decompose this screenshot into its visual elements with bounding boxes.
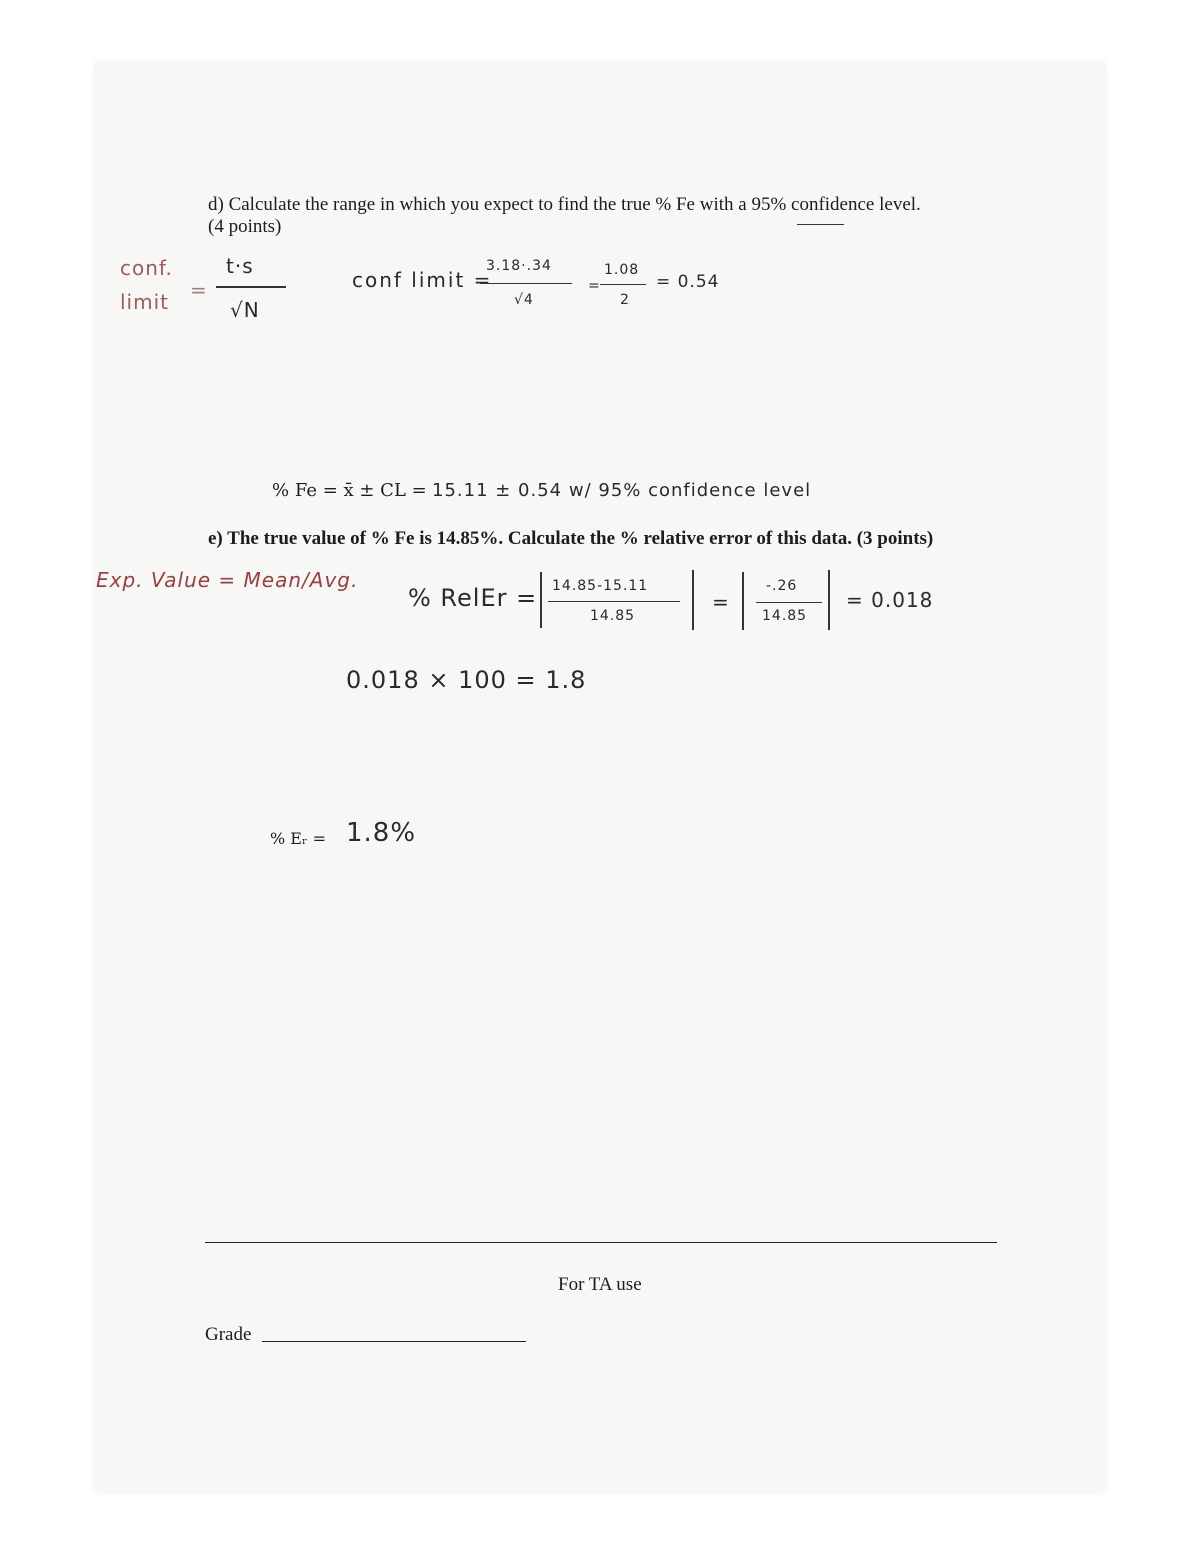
- conf-limit-result: = 0.54: [656, 272, 720, 292]
- footer-rule: [205, 1242, 997, 1243]
- underline-95: [797, 224, 844, 225]
- percent-calc: 0.018 × 100 = 1.8: [346, 666, 587, 694]
- abs-bar-left-1: [540, 572, 542, 628]
- er-answer: 1.8%: [346, 818, 417, 848]
- frac1-bar: [548, 601, 680, 602]
- question-e: e) The true value of % Fe is 14.85%. Calculate the % relative error of this data. (3 points): [208, 528, 934, 549]
- rel-err-result: = 0.018: [846, 588, 934, 612]
- exp-value-note: Exp. Value = Mean/Avg.: [96, 568, 359, 592]
- calc-denominator: √4: [514, 292, 534, 308]
- frac2-bar: [756, 602, 822, 603]
- question-d-points: (4 points): [208, 216, 282, 237]
- fe-answer: 15.11 ± 0.54 w/ 95% confidence level: [432, 480, 812, 501]
- calc2-denominator: 2: [620, 292, 630, 308]
- formula-numerator: t·s: [226, 254, 254, 278]
- limit-label: limit: [120, 290, 169, 314]
- frac2-denominator: 14.85: [762, 608, 808, 624]
- grade-line: [262, 1341, 526, 1342]
- formula-equals: =: [190, 278, 208, 302]
- abs-bar-left-2: [742, 572, 744, 630]
- rel-err-label: % RelEr =: [408, 584, 538, 612]
- rel-err-equals: =: [712, 590, 730, 614]
- er-label: % Eᵣ =: [270, 829, 327, 848]
- ta-use-label: For TA use: [558, 1274, 642, 1295]
- formula-bar: [216, 286, 286, 288]
- frac1-numerator: 14.85-15.11: [552, 578, 649, 594]
- abs-bar-right-2: [828, 570, 830, 630]
- calc-numerator: 3.18·.34: [486, 258, 552, 274]
- question-d: [208, 194, 921, 215]
- frac1-denominator: 14.85: [590, 608, 636, 624]
- calc-bar: [480, 283, 572, 284]
- conf-label: conf.: [120, 256, 173, 280]
- abs-bar-right-1: [692, 570, 694, 630]
- calc2-numerator: 1.08: [604, 262, 640, 278]
- calc2-bar: [600, 284, 646, 285]
- conf-limit-text: conf limit =: [352, 268, 493, 292]
- formula-denominator: √N: [230, 298, 260, 322]
- frac2-numerator: -.26: [766, 578, 798, 594]
- calc-equals: =: [588, 278, 601, 294]
- grade-label: Grade: [205, 1324, 252, 1345]
- question-d-text: d) Calculate the range in which you expect to find the true % Fe with a 95% confidence level.: [208, 194, 921, 215]
- fe-label: % Fe = x̄ ± CL =: [272, 480, 427, 501]
